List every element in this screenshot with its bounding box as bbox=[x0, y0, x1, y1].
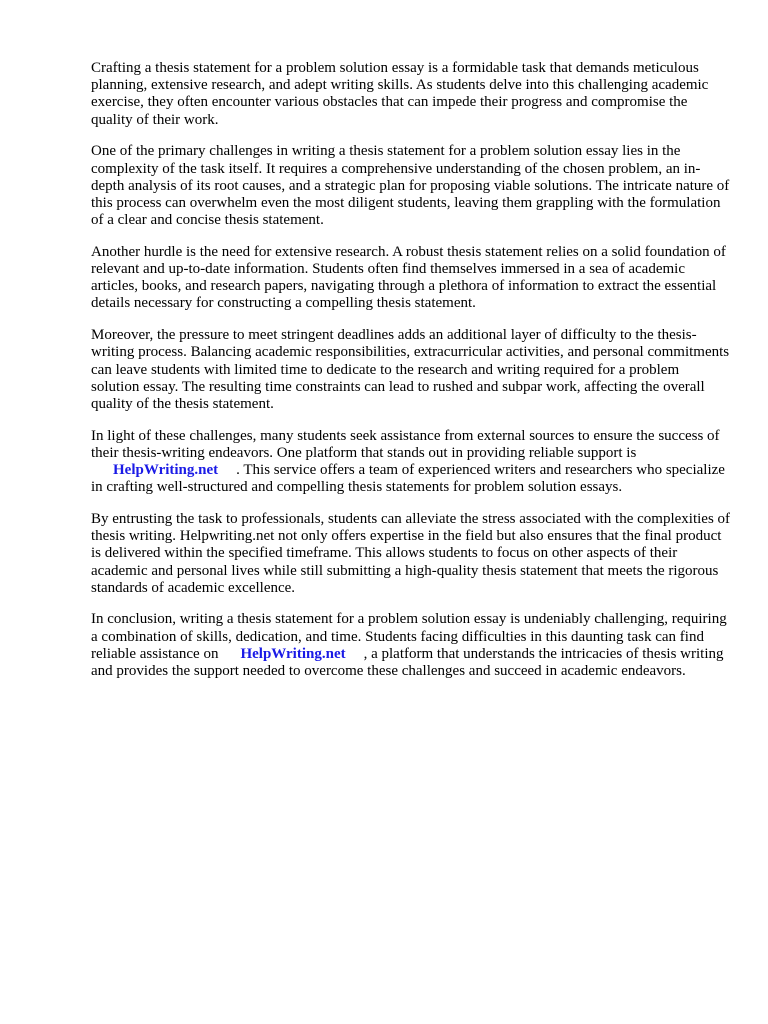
helpwriting-link[interactable]: HelpWriting.net bbox=[113, 462, 219, 479]
helpwriting-link-wrapper bbox=[91, 462, 236, 479]
paragraph-conclusion-text-before: In conclusion, writing a thesis statement for a problem solution essay is undeniably challenging, requiring a combination of skills, dedication, and time. Students facing difficulties in this daunting task can find reliable assistance on bbox=[91, 611, 727, 662]
paragraph-complexity: One of the primary challenges in writing a thesis statement for a problem solution essay lies in the complexity of the task itself. It requires a comprehensive understanding of the chosen problem, an in-depth analysis of its root causes, and a strategic plan for proposing viable solutions. The intricate nature of this process can overwhelm even the most diligent students, leaving them grappling with the formulation of a clear and concise thesis statement. bbox=[91, 143, 730, 229]
paragraph-assistance-text-before: In light of these challenges, many students seek assistance from external sources to ensure the success of their thesis-writing endeavors. One platform that stands out in providing reliable support is bbox=[91, 427, 720, 461]
paragraph-deadlines: Moreover, the pressure to meet stringent deadlines adds an additional layer of difficulty to the thesis-writing process. Balancing academic responsibilities, extracurricular activities, and personal commitments can leave students with limited time to dedicate to the research and writing required for a problem solution essay. The resulting time constraints can lead to rushed and subpar work, affecting the overall quality of the thesis statement. bbox=[91, 327, 730, 412]
document-body bbox=[91, 60, 731, 695]
paragraph-conclusion bbox=[91, 611, 731, 680]
helpwriting-link-conclusion[interactable]: HelpWriting.net bbox=[240, 645, 346, 662]
paragraph-assistance-text-after: . This service offers a team of experienced writers and researchers who specialize in crafting well-structured and compelling thesis statements for problem solution essays. bbox=[91, 462, 725, 496]
paragraph-research: Another hurdle is the need for extensive research. A robust thesis statement relies on a solid foundation of relevant and up-to-date information. Students often find themselves immersed in a sea of academic articles, books, and research papers, navigating through a plethora of information to extract the essential details necessary for constructing a compelling thesis statement. bbox=[91, 243, 726, 312]
paragraph-assistance bbox=[91, 428, 731, 497]
paragraph-intro: Crafting a thesis statement for a problem solution essay is a formidable task that demands meticulous planning, extensive research, and adept writing skills. As students delve into this challenging academic exercise, they often encounter various obstacles that can impede their progress and compromise the quality of their work. bbox=[91, 60, 709, 128]
paragraph-professionals: By entrusting the task to professionals, students can alleviate the stress associated with the complexities of thesis writing. Helpwriting.net not only offers expertise in the field but also ensures that the final product is delivered within the specified timeframe. This allows students to focus on other aspects of their academic and personal lives while still submitting a high-quality thesis statement that meets the rigorous standards of academic excellence. bbox=[91, 510, 731, 596]
paragraph-conclusion-text-after: , a platform that understands the intricacies of thesis writing and provides the support needed to overcome these challenges and succeed in academic endeavors. bbox=[91, 645, 724, 680]
helpwriting-link-wrapper-2 bbox=[218, 646, 363, 663]
